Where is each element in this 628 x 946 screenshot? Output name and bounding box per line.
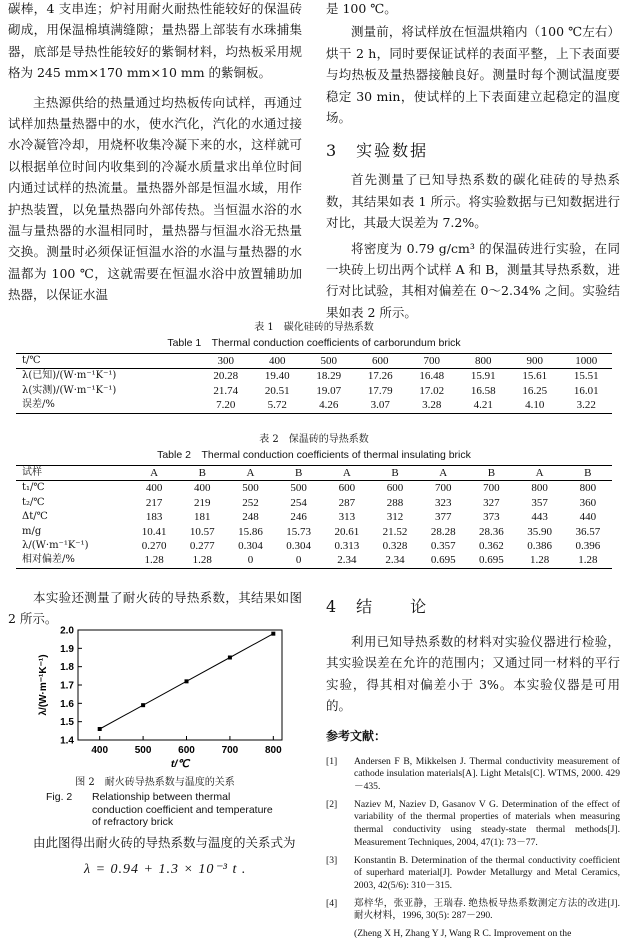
y-tick-label: 1.5: [60, 717, 74, 729]
table-cell: 0.396: [575, 540, 601, 553]
table-cell: 1.28: [564, 553, 612, 568]
table2-caption-en: Table 2 Thermal conduction coefficients of thermal insulating brick: [157, 449, 471, 461]
table-cell: 28.28: [430, 525, 456, 538]
left-column-formula-block: [8, 832, 302, 878]
table-cell: 7.20: [200, 398, 252, 413]
table-cell: 0.313: [334, 540, 360, 553]
table-cell: 254: [290, 496, 307, 509]
table-cell: 21.52: [382, 525, 408, 538]
table-cell: 1.28: [130, 553, 178, 568]
figure2-chart: [10, 624, 300, 770]
formula: λ = 0.94 + 1.3 × 10⁻³ t .: [84, 862, 247, 878]
table-cell: 248: [242, 511, 259, 524]
table-cell: 17.26: [367, 370, 393, 383]
figure2: [10, 624, 300, 770]
table-cell: 1000: [561, 354, 613, 369]
table-cell: 500: [242, 482, 259, 495]
table-cell: 3.22: [561, 398, 613, 413]
body-paragraph: 碳棒，4 支串连；炉衬用耐火耐热性能较好的保温砖砌成，用保温棉填满缝隙；量热器上部装有水珠捕集器，底部是导热性能较好的紫铜材料，均热板采用规格为 245 mm×170 mm×10 mm 的紫铜板。: [8, 1, 302, 81]
table-cell: A: [226, 466, 274, 481]
x-tick-label: 600: [178, 745, 195, 756]
data-point: [271, 632, 275, 636]
table-row: [16, 553, 612, 568]
table-cell: 373: [483, 511, 500, 524]
table-cell: 377: [434, 511, 452, 524]
table-cell: 28.36: [479, 525, 504, 538]
body-paragraph: 本实验还测量了耐火砖的导热系数，其结果如图 2 所示。: [8, 590, 302, 627]
table-cell: 600: [338, 482, 356, 495]
table-row: [16, 369, 612, 384]
right-column-bottom: [326, 594, 620, 946]
table-cell: 20.28: [213, 370, 239, 383]
reference-item: [326, 756, 620, 794]
row-label: 误差/%: [16, 398, 200, 413]
table-cell: A: [323, 466, 371, 481]
table-cell: 400: [194, 482, 211, 495]
x-tick-label: 500: [134, 745, 152, 756]
table-row: [16, 539, 612, 553]
table2-block: [16, 430, 612, 569]
table-cell: B: [564, 466, 612, 481]
reference-text: Konstantin B. Determination of the thermal conductivity coefficient of superhard material[J]. Powder Metallurgy and Metal Ceramics, 2003, 42(5/6): 310－315.: [354, 854, 620, 891]
table-cell: 800: [458, 354, 510, 369]
body-paragraph: 利用已知导热系数的材料对实验仪器进行检验，其实验误差在允许的范围内；又通过同一材料的平行实验，得其相对偏差小于 3%。本实验仪器是可用的。: [326, 634, 620, 714]
table-cell: 0.695: [419, 553, 467, 568]
figure2-caption-zh: 图 2 耐火砖导热系数与温度的关系: [75, 777, 235, 788]
table-row: [16, 510, 612, 524]
table-cell: 217: [145, 496, 163, 509]
section-heading: 3 实验数据: [326, 141, 429, 161]
table-row: [16, 496, 612, 510]
data-point: [98, 727, 102, 731]
table-cell: 20.51: [264, 384, 290, 397]
y-tick-label: 1.6: [60, 698, 74, 710]
table-cell: 327: [483, 496, 500, 509]
table-cell: 16.48: [419, 370, 445, 383]
table-cell: 4.10: [509, 398, 561, 413]
reference-text: (Zheng X H, Zhang Y J, Wang R C. Improvement on the: [354, 928, 572, 940]
figure2-caption-en: Relationship between thermal conduction coefficient and temperature of refractory brick: [92, 791, 273, 828]
table-cell: 360: [579, 496, 597, 509]
reference-number: [326, 928, 354, 941]
table-cell: 19.07: [316, 384, 342, 397]
table-cell: 15.73: [286, 525, 312, 538]
data-point: [141, 703, 145, 707]
table-cell: 252: [242, 496, 259, 509]
table-cell: 0.357: [430, 540, 456, 553]
table-cell: 4.21: [458, 398, 510, 413]
row-label: t/℃: [16, 354, 200, 369]
reference-item: [326, 898, 620, 923]
table-cell: B: [467, 466, 515, 481]
table-cell: A: [130, 466, 178, 481]
x-axis-label: t/℃: [170, 758, 190, 770]
table-cell: 2.34: [371, 553, 419, 568]
table-cell: A: [516, 466, 564, 481]
reference-text: Naziev M, Naziev D, Gasanov V G. Determination of the effect of variability of the thermal properties of materials when measuring thermal conductivity using steady-state thermal methods[J]. Measurement Techniques, 2004, 47(1): 73－77.: [354, 798, 620, 848]
table-row: [16, 398, 612, 413]
table-cell: 287: [338, 496, 356, 509]
reference-item: [326, 799, 620, 850]
row-label: t₂/℃: [22, 496, 45, 508]
table-cell: 0.304: [238, 540, 263, 553]
table-cell: A: [419, 466, 467, 481]
table-cell: 0.277: [189, 540, 215, 553]
left-column-top: [8, 0, 302, 306]
data-point: [228, 656, 232, 660]
table1-caption-zh: 表 1 碳化硅砖的导热系数: [254, 322, 374, 333]
table-cell: 36.57: [575, 525, 601, 538]
row-label: λ/(W·m⁻¹K⁻¹): [22, 540, 89, 552]
row-label: λ(实测)/(W·m⁻¹K⁻¹): [22, 384, 117, 396]
table-cell: 15.86: [238, 525, 263, 538]
table-cell: 16.25: [522, 384, 548, 397]
table-cell: 0: [275, 553, 323, 568]
table-cell: 0.304: [286, 540, 312, 553]
table-row: [16, 384, 612, 398]
table-cell: 2.34: [323, 553, 371, 568]
table-cell: 0.362: [479, 540, 504, 553]
table1-block: [16, 318, 612, 414]
table-cell: 5.72: [252, 398, 304, 413]
body-paragraph: 首先测量了已知导热系数的碳化硅砖的导热系数，其结果如表 1 所示。将实验数据与已知数据进行对比，其最大误差为 7.2%。: [326, 172, 620, 231]
table-cell: 16.58: [470, 384, 496, 397]
table-cell: 700: [483, 482, 500, 495]
y-tick-label: 1.4: [60, 735, 74, 747]
table-cell: 0.386: [527, 540, 552, 553]
y-tick-label: 2.0: [60, 625, 74, 637]
body-paragraph: 将密度为 0.79 g/cm³ 的保温砖进行实验，在同一块砖上切出两个试样 A 和 B，测量其导热系数，进行对比试验，其相对偏差在 0～2.34% 之间。实验结果如表 2 所示。: [326, 240, 620, 320]
table-cell: B: [275, 466, 323, 481]
table-cell: 15.51: [573, 370, 599, 383]
table-cell: 15.61: [522, 370, 548, 383]
body-paragraph: 是 100 ℃。: [326, 1, 397, 16]
figure2-caption-en-wrap: [8, 791, 302, 829]
table-cell: 600: [386, 482, 404, 495]
table-cell: 900: [509, 354, 561, 369]
table-cell: 1.28: [178, 553, 226, 568]
table-cell: 35.90: [527, 525, 552, 538]
references-title: 参考文献：: [326, 728, 387, 743]
table-cell: 323: [434, 496, 452, 509]
table-cell: 0.328: [382, 540, 408, 553]
row-label: 相对偏差/%: [16, 553, 130, 568]
table-cell: 500: [303, 354, 355, 369]
row-label: Δt/℃: [22, 511, 48, 523]
reference-number: [3]: [326, 854, 338, 866]
table-row: [16, 466, 612, 481]
table-cell: 312: [386, 511, 404, 524]
table-cell: 17.79: [367, 384, 393, 397]
table-cell: 21.74: [213, 384, 239, 397]
table-cell: 10.57: [189, 525, 215, 538]
table-cell: 0.270: [141, 540, 167, 553]
table-cell: 500: [290, 482, 307, 495]
table2-caption-zh: 表 2 保温砖的导热系数: [259, 434, 369, 445]
table-cell: 288: [386, 496, 404, 509]
body-paragraph: 主热源供给的热量通过均热板传向试样，再通过试样加热量热器中的水，使水汽化，汽化的水通过接水冷凝管冷却，用烧杯收集冷凝下来的水，这样就可以根据单位时间内收集到的冷凝水质量求出单位时间内通过试样的热流量。量热器外部是恒温水域，用作护热装置，以免量热器向外部传热。当恒温水浴的水温与量热器的水温相同时，量热器与恒温水浴无热量交换。测量时必须保证恒温水浴的水温与量热器的水温都为 100 ℃，这就需要在恒温水浴中放置辅助加热器，以保证水温: [8, 94, 302, 303]
y-tick-label: 1.7: [60, 680, 74, 692]
y-tick-label: 1.9: [60, 643, 74, 655]
table-cell: 700: [434, 482, 452, 495]
x-tick-label: 700: [221, 745, 239, 756]
table1: [16, 353, 612, 414]
table-cell: 246: [290, 511, 307, 524]
table-cell: 600: [355, 354, 407, 369]
table-cell: 700: [406, 354, 458, 369]
right-column-top: [326, 0, 620, 323]
reference-item: [326, 928, 620, 941]
table-cell: 17.02: [419, 384, 445, 397]
row-label: t₁/℃: [22, 482, 45, 494]
table-cell: B: [178, 466, 226, 481]
table-row: [16, 525, 612, 539]
table-cell: 400: [252, 354, 304, 369]
table-cell: 0.695: [467, 553, 515, 568]
x-tick-label: 400: [91, 745, 109, 756]
table-cell: 1.28: [516, 553, 564, 568]
table-cell: 443: [531, 511, 548, 524]
table-cell: 3.07: [355, 398, 407, 413]
x-tick-label: 800: [264, 745, 282, 756]
table-cell: 219: [194, 496, 211, 509]
reference-item: [326, 855, 620, 893]
table-cell: 400: [145, 482, 163, 495]
y-tick-label: 1.8: [60, 662, 74, 674]
table-cell: 0: [226, 553, 274, 568]
table-cell: 181: [194, 511, 211, 524]
table-cell: 10.41: [141, 525, 167, 538]
reference-number: [4]: [326, 897, 338, 909]
table-cell: 357: [531, 496, 548, 509]
table-cell: 15.91: [470, 370, 496, 383]
references-list: [326, 756, 620, 941]
table-cell: 800: [531, 482, 548, 495]
reference-text: Andersen F B, Mikkelsen J. Thermal conductivity measurement of cathode insulation materials[A]. Light Metals[C]. WTMS, 2000. 429－435.: [354, 755, 620, 793]
reference-number: [2]: [326, 798, 338, 810]
body-paragraph: 测量前，将试样放在恒温烘箱内（100 ℃左右）烘干 2 h，同时要保证试样的表面平整，上下表面要与均热板及量热器接触良好。测量时每个测试温度要稳定 30 min，使试样的上下表面建立起稳定的温度场。: [326, 24, 620, 126]
table-cell: 300: [200, 354, 252, 369]
reference-text: 郑梓华，张亚静，王瑞春. 绝热板导热系数测定方法的改进[J]. 耐火材料，1996, 30(5): 287－290.: [354, 897, 620, 922]
table-cell: 313: [338, 511, 356, 524]
table-cell: 4.26: [303, 398, 355, 413]
row-label: m/g: [22, 525, 42, 537]
section-heading: 4 结 论: [326, 597, 429, 616]
row-label: 试样: [16, 466, 130, 481]
table-cell: 183: [145, 511, 163, 524]
data-point: [185, 679, 189, 683]
table-cell: 3.28: [406, 398, 458, 413]
row-label: λ(已知)/(W·m⁻¹K⁻¹): [22, 370, 117, 382]
table1-caption-en: Table 1 Thermal conduction coefficients of carborundum brick: [167, 337, 461, 349]
table-cell: 440: [579, 511, 597, 524]
figure2-caption: [8, 773, 302, 829]
table-row: [16, 354, 612, 369]
reference-number: [1]: [326, 755, 338, 767]
table-cell: 19.40: [264, 370, 290, 383]
table-cell: 18.29: [316, 370, 342, 383]
table2: [16, 465, 612, 569]
figure2-caption-en-label: Fig. 2: [46, 791, 73, 803]
table-cell: 16.01: [573, 384, 599, 397]
body-paragraph: 由此图得出耐火砖的导热系数与温度的关系式为: [33, 835, 296, 850]
table-row: [16, 481, 612, 496]
table-cell: 20.61: [334, 525, 360, 538]
y-axis-label: λ/(W·m⁻¹K⁻¹): [38, 654, 49, 716]
table-cell: 800: [579, 482, 597, 495]
table-cell: B: [371, 466, 419, 481]
